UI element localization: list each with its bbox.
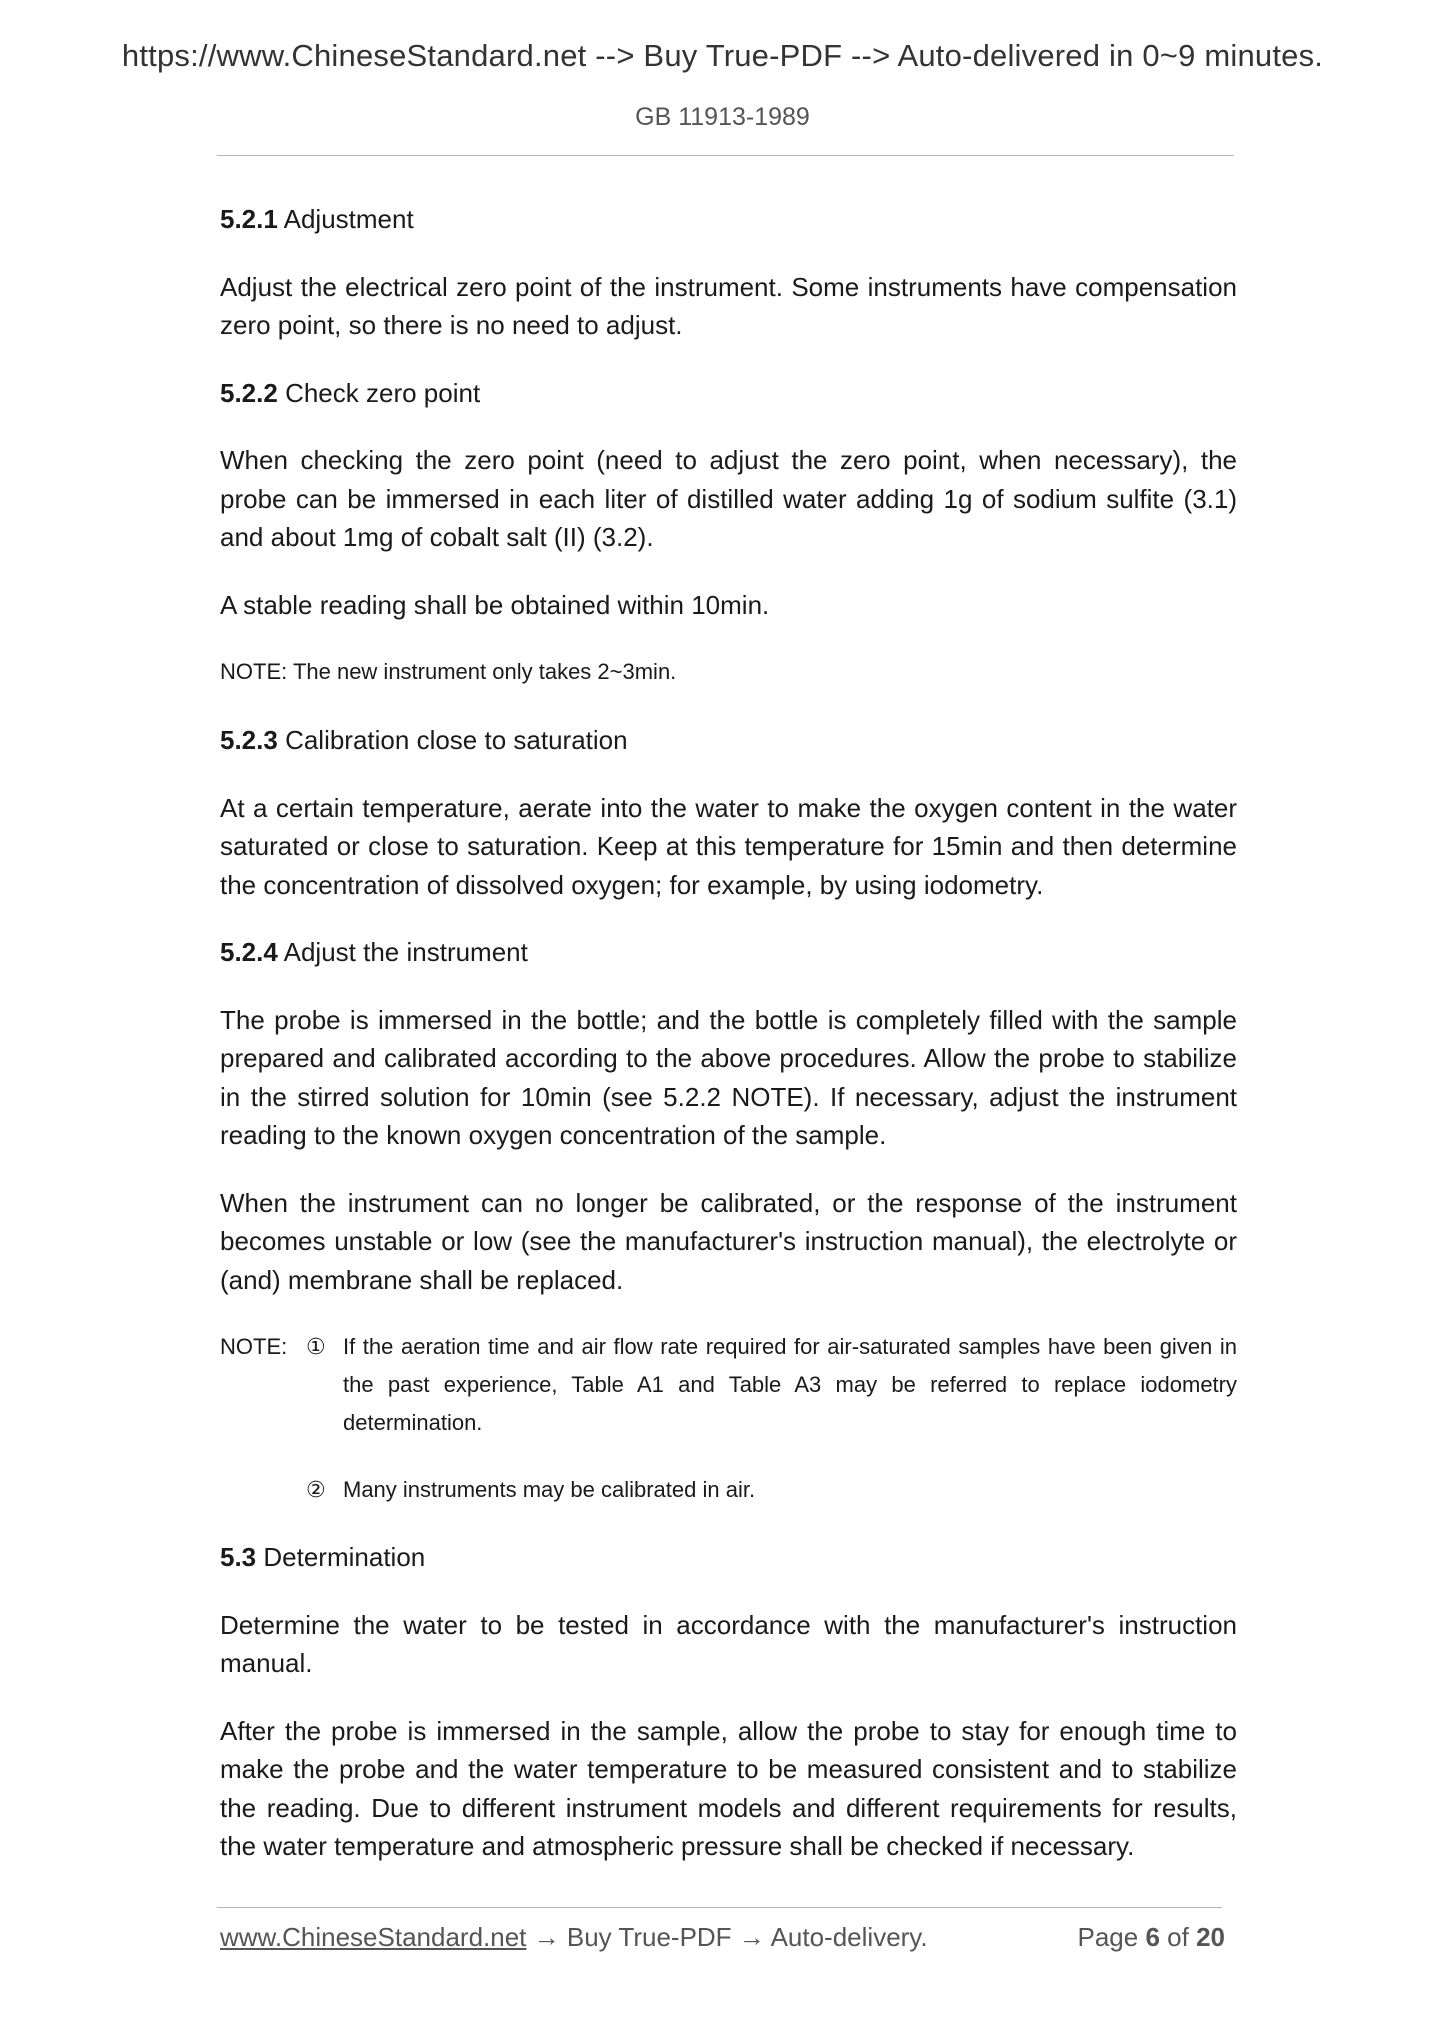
paragraph: A stable reading shall be obtained within 10min. (220, 589, 770, 620)
heading-5-2-4 (220, 933, 1237, 972)
note-number: ② (306, 1477, 326, 1502)
heading-5-2-3 (220, 721, 1237, 760)
page-total: 20 (1196, 1922, 1225, 1952)
section-number: 5.2.4 (220, 937, 278, 967)
document-body (220, 200, 1237, 1895)
section-title: Adjust the instrument (283, 937, 528, 967)
note-list (220, 1328, 1237, 1509)
note-item (220, 1471, 1237, 1509)
page-current: 6 (1145, 1922, 1160, 1952)
paragraph: Adjust the electrical zero point of the instrument. Some instruments have compensation zero point, so there is no need to adjust. (220, 271, 1237, 340)
paragraph: At a certain temperature, aerate into the water to make the oxygen content in the water saturated or close to saturation. Keep at this temperature for 15min and then determine the concentration of dissolved oxygen; for example, by using iodometry. (220, 792, 1237, 900)
paragraph: The probe is immersed in the bottle; and the bottle is completely filled with the sample prepared and calibrated according to the above procedures. Allow the probe to stabilize in the stirred solution for 10min (see 5.2.2 NOTE). If necessary, adjust the instrument reading to the known oxygen concentration of the sample. (220, 1004, 1237, 1150)
heading-5-2-2 (220, 374, 1237, 413)
section-title: Check zero point (285, 377, 481, 408)
section-title: Calibration close to saturation (285, 725, 628, 755)
paragraph: After the probe is immersed in the sample, allow the probe to stay for enough time to make the probe and the water temperature to be measured consistent and to stabilize the reading. Due to different instrument models and different requirements for results, the water temperature and atmospheric pressure shall be checked if necessary. (220, 1715, 1237, 1861)
footer-divider (217, 1907, 1222, 1908)
page-indicator (1077, 1922, 1225, 1953)
note: NOTE: The new instrument only takes 2~3min. (220, 659, 677, 684)
note-text: Many instruments may be calibrated in air. (343, 1477, 756, 1502)
section-number: 5.2.2 (220, 377, 278, 408)
page-word: Page (1077, 1922, 1139, 1952)
note-text: If the aeration time and air flow rate required for air-saturated samples have been given in the past experience, Table A1 and Table A3 may be referred to replace iodometry determination. (343, 1334, 1237, 1435)
top-banner: https://www.ChineseStandard.net --> Buy True-PDF --> Auto-delivered in 0~9 minutes. (121, 38, 1324, 73)
heading-5-2-1 (220, 200, 1237, 239)
note-item (220, 1328, 1237, 1442)
footer-left (220, 1922, 928, 1953)
standard-code: GB 11913-1989 (635, 103, 810, 131)
section-title: Adjustment (283, 204, 414, 234)
footer-site-link[interactable]: www.ChineseStandard.net (220, 1922, 527, 1952)
note-number: ① (306, 1334, 326, 1359)
section-number: 5.2.3 (220, 725, 278, 755)
section-title: Determination (263, 1542, 426, 1572)
heading-5-3 (220, 1538, 1237, 1577)
footer-tagline: → Buy True-PDF → Auto-delivery. (526, 1922, 928, 1952)
of-word: of (1167, 1922, 1189, 1952)
note-label: NOTE: (220, 1334, 288, 1359)
paragraph: When the instrument can no longer be calibrated, or the response of the instrument becomes unstable or low (see the manufacturer's instruction manual), the electrolyte or (and) membrane shall be replaced. (220, 1187, 1237, 1295)
header-divider (217, 155, 1234, 156)
section-number: 5.3 (220, 1542, 257, 1572)
paragraph: Determine the water to be tested in accordance with the manufacturer's instruction manual. (220, 1609, 1237, 1678)
section-number: 5.2.1 (220, 204, 278, 234)
paragraph: When checking the zero point (need to adjust the zero point, when necessary), the probe can be immersed in each liter of distilled water adding 1g of sodium sulfite (3.1) and about 1mg of cobalt salt (II) (3.2). (220, 445, 1237, 552)
